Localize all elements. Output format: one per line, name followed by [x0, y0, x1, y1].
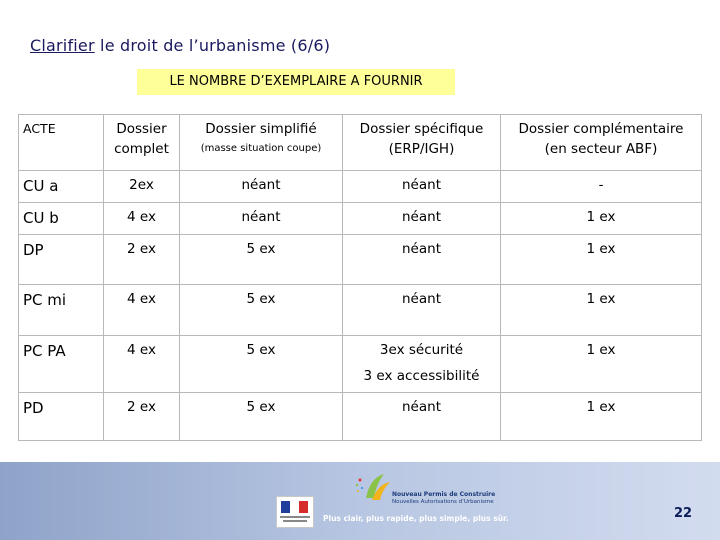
- table-row: [19, 393, 702, 441]
- header-complet: Dossier complet: [104, 115, 180, 171]
- cell-simplifie: 5 ex: [180, 393, 343, 441]
- cell-complet: 4 ex: [104, 285, 180, 336]
- row-acte: PC mi: [19, 285, 104, 336]
- slide-title: [30, 36, 330, 55]
- cell-complet: 2 ex: [104, 393, 180, 441]
- table-header-row: [19, 115, 702, 171]
- copies-table: [18, 114, 702, 441]
- row-acte: PD: [19, 393, 104, 441]
- cell-specifique: néant: [343, 171, 501, 203]
- table-row: [19, 203, 702, 235]
- row-acte: DP: [19, 235, 104, 285]
- cell-complementaire: 1 ex: [501, 336, 702, 393]
- logo-subtitle: Nouvelles Autorisations d’Urbanisme: [392, 499, 494, 505]
- specifique-securite: 3ex sécurité: [379, 342, 464, 358]
- cell-complementaire: 1 ex: [501, 393, 702, 441]
- cell-complet: 2 ex: [104, 235, 180, 285]
- cell-specifique: néant: [343, 285, 501, 336]
- row-acte: CU b: [19, 203, 104, 235]
- cell-complet: 4 ex: [104, 203, 180, 235]
- npc-logo-icon: [352, 470, 392, 504]
- header-acte: ACTE: [19, 115, 104, 171]
- page-number: 22: [674, 506, 693, 521]
- cell-simplifie: 5 ex: [180, 285, 343, 336]
- section-banner: LE NOMBRE D’EXEMPLAIRE A FOURNIR: [137, 69, 455, 95]
- row-acte: CU a: [19, 171, 104, 203]
- logo-title: Nouveau Permis de Construire: [392, 491, 496, 498]
- cell-simplifie: 5 ex: [180, 235, 343, 285]
- cell-complet: 2ex: [104, 171, 180, 203]
- cell-complementaire: -: [501, 171, 702, 203]
- title-clarifier: Clarifier: [30, 36, 95, 55]
- table-row: [19, 235, 702, 285]
- cell-specifique: [343, 336, 501, 393]
- cell-complet: 4 ex: [104, 336, 180, 393]
- cell-complementaire: 1 ex: [501, 235, 702, 285]
- cell-specifique: néant: [343, 203, 501, 235]
- cell-simplifie: néant: [180, 203, 343, 235]
- table-row: [19, 336, 702, 393]
- title-rest: le droit de l’urbanisme (6/6): [100, 36, 331, 55]
- cell-complementaire: 1 ex: [501, 285, 702, 336]
- table-row: [19, 285, 702, 336]
- republique-francaise-logo: [276, 496, 314, 528]
- header-complementaire: Dossier complémentaire (en secteur ABF): [501, 115, 702, 171]
- cell-specifique: néant: [343, 235, 501, 285]
- row-acte: PC PA: [19, 336, 104, 393]
- header-specifique: Dossier spécifique (ERP/IGH): [343, 115, 501, 171]
- cell-specifique: néant: [343, 393, 501, 441]
- cell-simplifie: 5 ex: [180, 336, 343, 393]
- specifique-accessibilite: 3 ex accessibilité: [363, 368, 480, 384]
- footer-slogan: Plus clair, plus rapide, plus simple, plus sûr.: [323, 514, 509, 523]
- header-simplifie: Dossier simplifié (masse situation coupe): [180, 115, 343, 171]
- cell-complementaire: 1 ex: [501, 203, 702, 235]
- table-row: [19, 171, 702, 203]
- cell-simplifie: néant: [180, 171, 343, 203]
